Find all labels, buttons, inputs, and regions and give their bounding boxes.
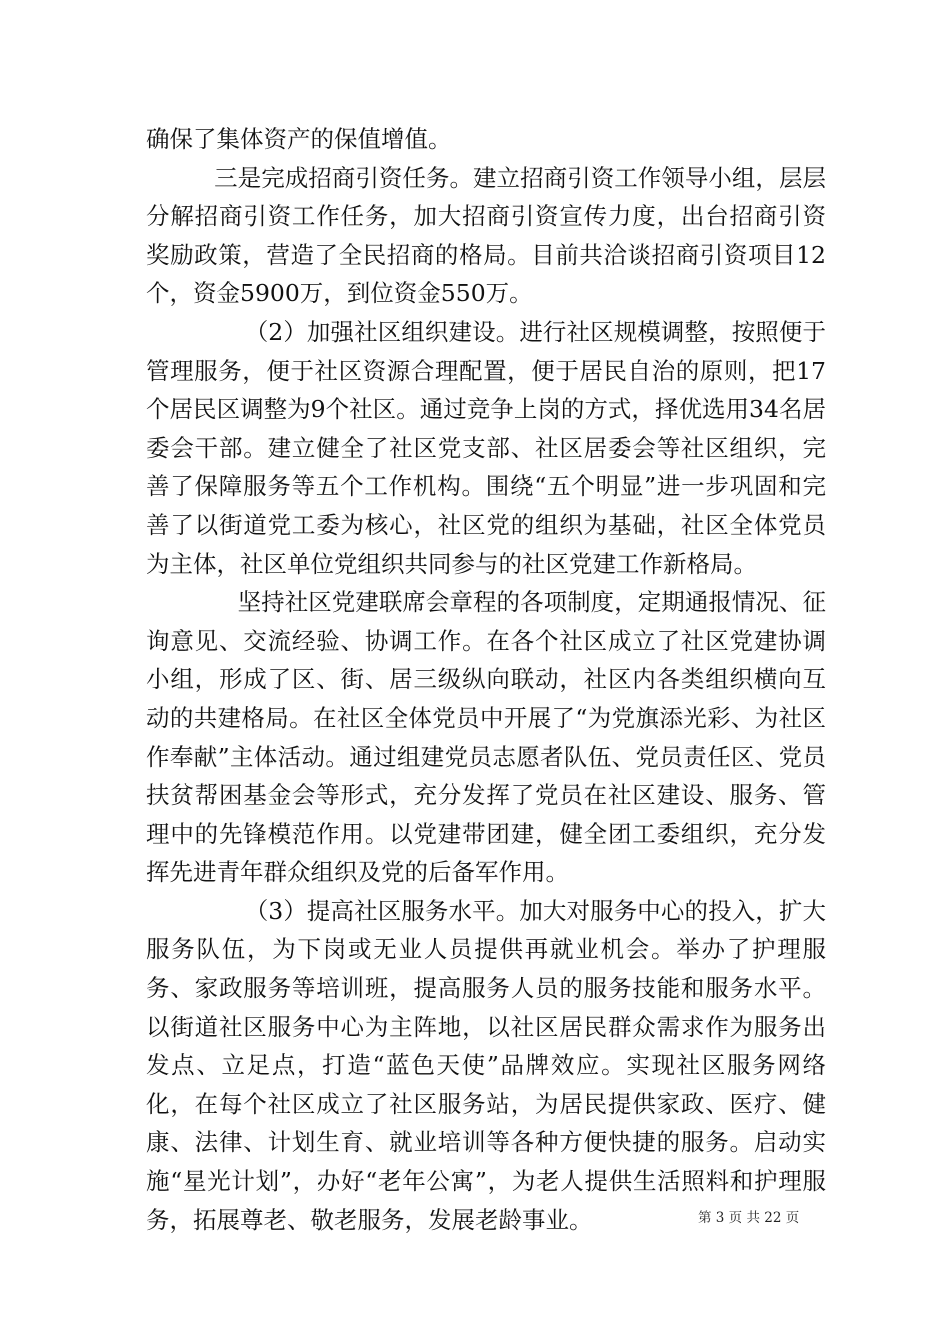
page-number-footer: 第 3 页 共 22 页 (698, 1210, 800, 1226)
document-body (146, 120, 826, 1239)
paragraph-investment-task: 三是完成招商引资任务。建立招商引资工作领导小组，层层分解招商引资工作任务，加大招商引资宣传力度，出台招商引资奖励政策，营造了全民招商的格局。目前共洽谈招商引资项目12个，资金5900万，到位资金550万。 (146, 163, 826, 308)
paragraph-community-service: （3）提高社区服务水平。加大对服务中心的投入，扩大服务队伍，为下岗或无业人员提供再就业机会。举办了护理服务、家政服务等培训班，提高服务人员的服务技能和服务水平。以街道社区服务中心为主阵地，以社区居民群众需求作为服务出发点、立足点，打造“蓝色天使”品牌效应。实现社区服务网络化，在每个社区成立了社区服务站，为居民提供家政、医疗、健康、法律、计划生育、就业培训等各种方便快捷的服务。启动实施“星光计划”，办好“老年公寓”，为老人提供生活照料和护理服务，拓展尊老、敬老服务，发展老龄事业。 (146, 896, 826, 1234)
paragraph-community-organization: （2）加强社区组织建设。进行社区规模调整，按照便于管理服务，便于社区资源合理配置，便于居民自治的原则，把17个居民区调整为9个社区。通过竞争上岗的方式，择优选用34名居委会干部。建立健全了社区党支部、社区居委会等社区组织，完善了保障服务等五个工作机构。围绕“五个明显”进一步巩固和完善了以街道党工委为核心，社区党的组织为基础，社区全体党员为主体，社区单位党组织共同参与的社区党建工作新格局。 (146, 317, 826, 578)
paragraph-party-building: 坚持社区党建联席会章程的各项制度，定期通报情况、征询意见、交流经验、协调工作。在各个社区成立了社区党建协调小组，形成了区、街、居三级纵向联动，社区内各类组织横向互动的共建格局。在社区全体党员中开展了“为党旗添光彩、为社区作奉献”主体活动。通过组建党员志愿者队伍、党员责任区、党员扶贫帮困基金会等形式，充分发挥了党员在社区建设、服务、管理中的先锋模范作用。以党建带团建，健全团工委组织，充分发挥先进青年群众组织及党的后备军作用。 (146, 588, 826, 887)
paragraph-asset-value: 确保了集体资产的保值增值。 (146, 125, 452, 153)
